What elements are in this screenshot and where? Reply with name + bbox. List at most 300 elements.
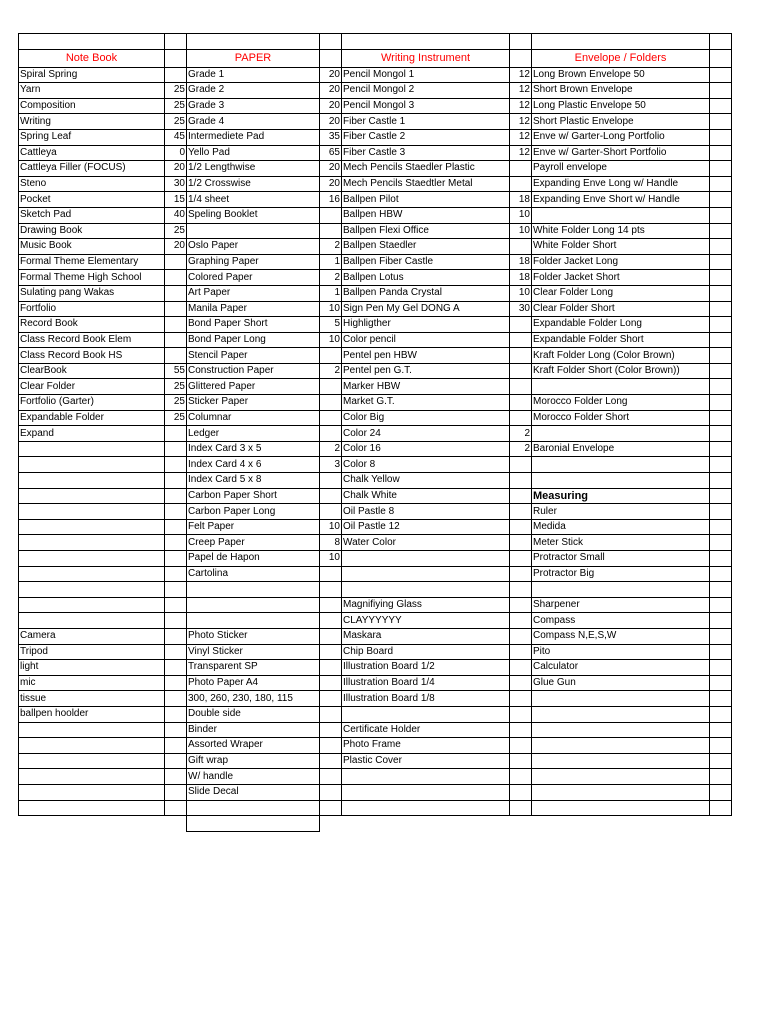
writing-qty-cell[interactable] — [510, 706, 532, 722]
writing-qty-cell[interactable] — [510, 332, 532, 348]
writing-qty-cell[interactable] — [510, 488, 532, 504]
notebook-item-cell[interactable] — [19, 535, 165, 551]
writing-item-cell[interactable]: Water Color — [342, 535, 510, 551]
writing-item-cell[interactable]: Mech Pencils Staedler Plastic — [342, 161, 510, 177]
paper-item-cell[interactable]: Grade 1 — [187, 67, 320, 83]
envelope-item-cell[interactable] — [532, 706, 710, 722]
notebook-item-cell[interactable]: mic — [19, 675, 165, 691]
notebook-qty-cell[interactable]: 0 — [165, 145, 187, 161]
notebook-item-cell[interactable]: Sulating pang Wakas — [19, 285, 165, 301]
envelope-qty-cell[interactable] — [710, 504, 732, 520]
paper-item-cell[interactable]: Index Card 4 x 6 — [187, 457, 320, 473]
envelope-qty-cell[interactable] — [710, 317, 732, 333]
envelope-item-cell[interactable]: Morocco Folder Short — [532, 410, 710, 426]
writing-qty-cell[interactable] — [510, 395, 532, 411]
paper-qty-cell[interactable]: 20 — [320, 83, 342, 99]
notebook-qty-cell[interactable] — [165, 660, 187, 676]
paper-item-cell[interactable]: Art Paper — [187, 285, 320, 301]
notebook-item-cell[interactable]: light — [19, 660, 165, 676]
writing-item-cell[interactable] — [342, 582, 510, 598]
envelope-qty-cell[interactable] — [710, 67, 732, 83]
writing-qty-cell[interactable] — [510, 613, 532, 629]
paper-qty-cell[interactable]: 10 — [320, 551, 342, 567]
envelope-item-cell[interactable]: Protractor Big — [532, 566, 710, 582]
writing-qty-cell[interactable]: 12 — [510, 83, 532, 99]
notebook-qty-cell[interactable] — [165, 628, 187, 644]
writing-qty-cell[interactable] — [510, 660, 532, 676]
notebook-qty-cell[interactable] — [165, 800, 187, 816]
notebook-qty-cell[interactable]: 15 — [165, 192, 187, 208]
writing-item-cell[interactable]: Color pencil — [342, 332, 510, 348]
notebook-item-cell[interactable]: Steno — [19, 176, 165, 192]
envelope-qty-cell[interactable] — [710, 488, 732, 504]
notebook-item-cell[interactable]: Pocket — [19, 192, 165, 208]
paper-qty-cell[interactable]: 2 — [320, 270, 342, 286]
paper-item-cell[interactable]: Glittered Paper — [187, 379, 320, 395]
envelope-item-cell[interactable]: Sharpener — [532, 597, 710, 613]
notebook-qty-cell[interactable] — [165, 504, 187, 520]
envelope-qty-cell[interactable] — [710, 145, 732, 161]
writing-item-cell[interactable]: Market G.T. — [342, 395, 510, 411]
envelope-qty-cell[interactable] — [710, 161, 732, 177]
paper-item-cell[interactable]: Gift wrap — [187, 753, 320, 769]
writing-qty-cell[interactable] — [510, 644, 532, 660]
envelope-item-cell[interactable]: Pito — [532, 644, 710, 660]
notebook-item-cell[interactable] — [19, 488, 165, 504]
notebook-qty-cell[interactable] — [165, 301, 187, 317]
paper-qty-cell[interactable] — [320, 800, 342, 816]
paper-qty-cell[interactable] — [320, 207, 342, 223]
paper-item-cell[interactable]: Index Card 5 x 8 — [187, 473, 320, 489]
envelope-qty-cell[interactable] — [710, 129, 732, 145]
envelope-qty-cell[interactable] — [710, 660, 732, 676]
envelope-qty-cell[interactable] — [710, 519, 732, 535]
paper-qty-cell[interactable] — [320, 504, 342, 520]
envelope-item-cell[interactable] — [532, 457, 710, 473]
cell[interactable] — [320, 34, 342, 50]
notebook-item-cell[interactable]: Spiral Spring — [19, 67, 165, 83]
writing-qty-cell[interactable] — [510, 176, 532, 192]
notebook-qty-cell[interactable] — [165, 722, 187, 738]
notebook-qty-cell[interactable] — [165, 753, 187, 769]
envelope-qty-cell[interactable] — [710, 83, 732, 99]
paper-item-cell[interactable]: Yello Pad — [187, 145, 320, 161]
envelope-qty-cell[interactable] — [710, 223, 732, 239]
writing-item-cell[interactable]: Maskara — [342, 628, 510, 644]
envelope-qty-cell[interactable] — [710, 207, 732, 223]
envelope-item-cell[interactable]: Expanding Enve Short w/ Handle — [532, 192, 710, 208]
notebook-item-cell[interactable]: Cattleya — [19, 145, 165, 161]
notebook-item-cell[interactable]: ballpen hoolder — [19, 706, 165, 722]
notebook-qty-cell[interactable]: 45 — [165, 129, 187, 145]
writing-qty-cell[interactable] — [510, 675, 532, 691]
envelope-qty-cell[interactable] — [710, 332, 732, 348]
paper-qty-cell[interactable]: 2 — [320, 239, 342, 255]
notebook-item-cell[interactable]: Drawing Book — [19, 223, 165, 239]
notebook-qty-cell[interactable] — [165, 67, 187, 83]
notebook-qty-cell[interactable] — [165, 784, 187, 800]
notebook-item-cell[interactable]: Class Record Book HS — [19, 348, 165, 364]
paper-qty-cell[interactable]: 1 — [320, 254, 342, 270]
cell[interactable] — [710, 49, 732, 67]
writing-qty-cell[interactable] — [510, 410, 532, 426]
writing-item-cell[interactable]: Fiber Castle 1 — [342, 114, 510, 130]
envelope-qty-cell[interactable] — [710, 566, 732, 582]
envelope-qty-cell[interactable] — [710, 706, 732, 722]
notebook-item-cell[interactable]: Cattleya Filler (FOCUS) — [19, 161, 165, 177]
writing-item-cell[interactable]: Pencil Mongol 1 — [342, 67, 510, 83]
envelope-item-cell[interactable]: Glue Gun — [532, 675, 710, 691]
notebook-qty-cell[interactable]: 30 — [165, 176, 187, 192]
paper-qty-cell[interactable]: 10 — [320, 519, 342, 535]
paper-qty-cell[interactable]: 1 — [320, 285, 342, 301]
notebook-item-cell[interactable]: Expandable Folder — [19, 410, 165, 426]
notebook-qty-cell[interactable]: 25 — [165, 395, 187, 411]
writing-item-cell[interactable] — [342, 769, 510, 785]
paper-qty-cell[interactable]: 8 — [320, 535, 342, 551]
envelope-qty-cell[interactable] — [710, 582, 732, 598]
paper-trailing-cell[interactable] — [187, 816, 320, 832]
notebook-item-cell[interactable]: Writing — [19, 114, 165, 130]
envelope-item-cell[interactable] — [532, 753, 710, 769]
writing-item-cell[interactable]: CLAYYYYYY — [342, 613, 510, 629]
notebook-qty-cell[interactable]: 25 — [165, 379, 187, 395]
notebook-qty-cell[interactable] — [165, 254, 187, 270]
writing-item-cell[interactable]: Mech Pencils Staedtler Metal — [342, 176, 510, 192]
paper-qty-cell[interactable] — [320, 706, 342, 722]
header-paper[interactable]: PAPER — [187, 49, 320, 67]
notebook-qty-cell[interactable]: 40 — [165, 207, 187, 223]
envelope-item-cell[interactable]: Calculator — [532, 660, 710, 676]
writing-qty-cell[interactable] — [510, 753, 532, 769]
paper-qty-cell[interactable]: 5 — [320, 317, 342, 333]
paper-qty-cell[interactable] — [320, 488, 342, 504]
envelope-item-cell[interactable]: Short Plastic Envelope — [532, 114, 710, 130]
paper-item-cell[interactable]: Index Card 3 x 5 — [187, 441, 320, 457]
envelope-item-cell[interactable]: Measuring — [532, 488, 710, 504]
cell[interactable] — [165, 34, 187, 50]
envelope-qty-cell[interactable] — [710, 270, 732, 286]
paper-qty-cell[interactable] — [320, 426, 342, 442]
notebook-item-cell[interactable] — [19, 597, 165, 613]
notebook-qty-cell[interactable] — [165, 582, 187, 598]
writing-item-cell[interactable]: Magnifiying Glass — [342, 597, 510, 613]
envelope-item-cell[interactable]: Payroll envelope — [532, 161, 710, 177]
paper-qty-cell[interactable]: 65 — [320, 145, 342, 161]
envelope-item-cell[interactable]: Clear Folder Long — [532, 285, 710, 301]
envelope-item-cell[interactable]: Enve w/ Garter-Short Portfolio — [532, 145, 710, 161]
envelope-item-cell[interactable]: Enve w/ Garter-Long Portfolio — [532, 129, 710, 145]
writing-item-cell[interactable] — [342, 800, 510, 816]
notebook-item-cell[interactable] — [19, 582, 165, 598]
notebook-item-cell[interactable] — [19, 769, 165, 785]
writing-qty-cell[interactable] — [510, 582, 532, 598]
header-envelope-folders[interactable]: Envelope / Folders — [532, 49, 710, 67]
writing-qty-cell[interactable]: 10 — [510, 223, 532, 239]
envelope-item-cell[interactable] — [532, 738, 710, 754]
notebook-qty-cell[interactable]: 55 — [165, 363, 187, 379]
envelope-qty-cell[interactable] — [710, 597, 732, 613]
paper-item-cell[interactable]: Grade 4 — [187, 114, 320, 130]
envelope-item-cell[interactable]: Medida — [532, 519, 710, 535]
envelope-qty-cell[interactable] — [710, 379, 732, 395]
paper-qty-cell[interactable] — [320, 379, 342, 395]
notebook-qty-cell[interactable] — [165, 270, 187, 286]
envelope-item-cell[interactable]: Long Plastic Envelope 50 — [532, 98, 710, 114]
paper-item-cell[interactable]: Assorted Wraper — [187, 738, 320, 754]
notebook-item-cell[interactable] — [19, 800, 165, 816]
notebook-item-cell[interactable] — [19, 738, 165, 754]
writing-item-cell[interactable] — [342, 551, 510, 567]
writing-item-cell[interactable]: Ballpen Staedler — [342, 239, 510, 255]
writing-qty-cell[interactable] — [510, 691, 532, 707]
envelope-item-cell[interactable] — [532, 722, 710, 738]
paper-qty-cell[interactable] — [320, 769, 342, 785]
notebook-item-cell[interactable] — [19, 613, 165, 629]
writing-qty-cell[interactable]: 18 — [510, 270, 532, 286]
envelope-qty-cell[interactable] — [710, 691, 732, 707]
header-notebook[interactable]: Note Book — [19, 49, 165, 67]
envelope-item-cell[interactable] — [532, 473, 710, 489]
writing-qty-cell[interactable] — [510, 379, 532, 395]
envelope-qty-cell[interactable] — [710, 426, 732, 442]
envelope-item-cell[interactable]: Long Brown Envelope 50 — [532, 67, 710, 83]
writing-item-cell[interactable] — [342, 706, 510, 722]
envelope-qty-cell[interactable] — [710, 239, 732, 255]
notebook-qty-cell[interactable]: 25 — [165, 83, 187, 99]
writing-qty-cell[interactable] — [510, 363, 532, 379]
notebook-qty-cell[interactable] — [165, 441, 187, 457]
envelope-qty-cell[interactable] — [710, 348, 732, 364]
paper-qty-cell[interactable]: 20 — [320, 114, 342, 130]
notebook-qty-cell[interactable] — [165, 566, 187, 582]
paper-qty-cell[interactable]: 10 — [320, 301, 342, 317]
writing-item-cell[interactable]: Illustration Board 1/4 — [342, 675, 510, 691]
paper-item-cell[interactable]: Oslo Paper — [187, 239, 320, 255]
notebook-item-cell[interactable]: Sketch Pad — [19, 207, 165, 223]
paper-item-cell[interactable]: Colored Paper — [187, 270, 320, 286]
paper-item-cell[interactable]: Speling Booklet — [187, 207, 320, 223]
paper-qty-cell[interactable] — [320, 395, 342, 411]
writing-item-cell[interactable]: Pencil Mongol 2 — [342, 83, 510, 99]
paper-item-cell[interactable]: 1/2 Lengthwise — [187, 161, 320, 177]
cell[interactable] — [510, 49, 532, 67]
notebook-qty-cell[interactable]: 25 — [165, 114, 187, 130]
paper-qty-cell[interactable] — [320, 738, 342, 754]
envelope-qty-cell[interactable] — [710, 254, 732, 270]
writing-qty-cell[interactable] — [510, 457, 532, 473]
writing-qty-cell[interactable] — [510, 738, 532, 754]
writing-qty-cell[interactable]: 12 — [510, 67, 532, 83]
notebook-item-cell[interactable] — [19, 784, 165, 800]
writing-item-cell[interactable]: Fiber Castle 3 — [342, 145, 510, 161]
cell[interactable] — [510, 34, 532, 50]
writing-item-cell[interactable]: Color 16 — [342, 441, 510, 457]
envelope-qty-cell[interactable] — [710, 613, 732, 629]
paper-item-cell[interactable]: Stencil Paper — [187, 348, 320, 364]
notebook-qty-cell[interactable]: 20 — [165, 161, 187, 177]
paper-item-cell[interactable]: Bond Paper Long — [187, 332, 320, 348]
notebook-item-cell[interactable]: Music Book — [19, 239, 165, 255]
paper-item-cell[interactable]: Double side — [187, 706, 320, 722]
envelope-qty-cell[interactable] — [710, 114, 732, 130]
notebook-qty-cell[interactable] — [165, 317, 187, 333]
notebook-item-cell[interactable] — [19, 722, 165, 738]
paper-qty-cell[interactable]: 16 — [320, 192, 342, 208]
writing-qty-cell[interactable]: 2 — [510, 426, 532, 442]
envelope-qty-cell[interactable] — [710, 675, 732, 691]
paper-qty-cell[interactable]: 20 — [320, 161, 342, 177]
notebook-qty-cell[interactable] — [165, 675, 187, 691]
envelope-qty-cell[interactable] — [710, 753, 732, 769]
notebook-item-cell[interactable]: Tripod — [19, 644, 165, 660]
notebook-item-cell[interactable]: Fortfolio (Garter) — [19, 395, 165, 411]
writing-item-cell[interactable]: Marker HBW — [342, 379, 510, 395]
writing-qty-cell[interactable]: 12 — [510, 145, 532, 161]
notebook-qty-cell[interactable] — [165, 519, 187, 535]
notebook-qty-cell[interactable]: 25 — [165, 410, 187, 426]
writing-item-cell[interactable]: Ballpen Fiber Castle — [342, 254, 510, 270]
envelope-qty-cell[interactable] — [710, 192, 732, 208]
writing-item-cell[interactable]: Color 24 — [342, 426, 510, 442]
envelope-qty-cell[interactable] — [710, 98, 732, 114]
envelope-item-cell[interactable]: Kraft Folder Short (Color Brown)) — [532, 363, 710, 379]
envelope-qty-cell[interactable] — [710, 301, 732, 317]
paper-item-cell[interactable]: Slide Decal — [187, 784, 320, 800]
paper-qty-cell[interactable]: 20 — [320, 98, 342, 114]
writing-item-cell[interactable]: Fiber Castle 2 — [342, 129, 510, 145]
envelope-item-cell[interactable] — [532, 379, 710, 395]
paper-item-cell[interactable]: Intermediete Pad — [187, 129, 320, 145]
envelope-qty-cell[interactable] — [710, 628, 732, 644]
notebook-item-cell[interactable]: tissue — [19, 691, 165, 707]
cell[interactable] — [165, 49, 187, 67]
envelope-qty-cell[interactable] — [710, 738, 732, 754]
paper-item-cell[interactable]: Papel de Hapon — [187, 551, 320, 567]
notebook-qty-cell[interactable] — [165, 644, 187, 660]
paper-item-cell[interactable] — [187, 582, 320, 598]
notebook-qty-cell[interactable]: 25 — [165, 223, 187, 239]
writing-qty-cell[interactable]: 2 — [510, 441, 532, 457]
notebook-qty-cell[interactable] — [165, 551, 187, 567]
writing-qty-cell[interactable] — [510, 597, 532, 613]
envelope-item-cell[interactable] — [532, 800, 710, 816]
envelope-qty-cell[interactable] — [710, 722, 732, 738]
envelope-item-cell[interactable]: Expanding Enve Long w/ Handle — [532, 176, 710, 192]
writing-item-cell[interactable] — [342, 566, 510, 582]
writing-item-cell[interactable]: Color 8 — [342, 457, 510, 473]
envelope-qty-cell[interactable] — [710, 535, 732, 551]
notebook-qty-cell[interactable] — [165, 488, 187, 504]
header-writing-instrument[interactable]: Writing Instrument — [342, 49, 510, 67]
notebook-item-cell[interactable] — [19, 551, 165, 567]
cell[interactable] — [19, 34, 165, 50]
paper-item-cell[interactable]: Grade 2 — [187, 83, 320, 99]
paper-qty-cell[interactable] — [320, 691, 342, 707]
envelope-qty-cell[interactable] — [710, 441, 732, 457]
envelope-qty-cell[interactable] — [710, 457, 732, 473]
writing-item-cell[interactable]: Illustration Board 1/2 — [342, 660, 510, 676]
writing-qty-cell[interactable] — [510, 800, 532, 816]
notebook-qty-cell[interactable] — [165, 457, 187, 473]
notebook-qty-cell[interactable] — [165, 426, 187, 442]
writing-qty-cell[interactable]: 12 — [510, 98, 532, 114]
writing-item-cell[interactable]: Chip Board — [342, 644, 510, 660]
writing-item-cell[interactable]: Chalk White — [342, 488, 510, 504]
writing-item-cell[interactable]: Ballpen Pilot — [342, 192, 510, 208]
paper-item-cell[interactable]: Columnar — [187, 410, 320, 426]
paper-qty-cell[interactable] — [320, 675, 342, 691]
writing-qty-cell[interactable]: 18 — [510, 192, 532, 208]
envelope-item-cell[interactable]: Compass — [532, 613, 710, 629]
writing-item-cell[interactable]: Sign Pen My Gel DONG A — [342, 301, 510, 317]
writing-item-cell[interactable]: Photo Frame — [342, 738, 510, 754]
notebook-qty-cell[interactable] — [165, 473, 187, 489]
notebook-item-cell[interactable] — [19, 753, 165, 769]
paper-qty-cell[interactable]: 2 — [320, 441, 342, 457]
paper-item-cell[interactable] — [187, 800, 320, 816]
notebook-item-cell[interactable] — [19, 473, 165, 489]
writing-item-cell[interactable]: Oil Pastle 8 — [342, 504, 510, 520]
notebook-item-cell[interactable]: Expand — [19, 426, 165, 442]
paper-qty-cell[interactable] — [320, 566, 342, 582]
writing-qty-cell[interactable] — [510, 784, 532, 800]
paper-item-cell[interactable]: 300, 260, 230, 180, 115 — [187, 691, 320, 707]
paper-item-cell[interactable]: 1/2 Crosswise — [187, 176, 320, 192]
envelope-qty-cell[interactable] — [710, 769, 732, 785]
paper-item-cell[interactable]: Graphing Paper — [187, 254, 320, 270]
envelope-item-cell[interactable]: Morocco Folder Long — [532, 395, 710, 411]
notebook-qty-cell[interactable] — [165, 348, 187, 364]
notebook-qty-cell[interactable] — [165, 597, 187, 613]
cell[interactable] — [187, 34, 320, 50]
envelope-item-cell[interactable]: Expandable Folder Short — [532, 332, 710, 348]
cell[interactable] — [342, 34, 510, 50]
writing-qty-cell[interactable] — [510, 628, 532, 644]
notebook-item-cell[interactable]: Spring Leaf — [19, 129, 165, 145]
envelope-item-cell[interactable]: Expandable Folder Long — [532, 317, 710, 333]
envelope-qty-cell[interactable] — [710, 363, 732, 379]
writing-qty-cell[interactable] — [510, 348, 532, 364]
paper-qty-cell[interactable] — [320, 223, 342, 239]
paper-qty-cell[interactable] — [320, 582, 342, 598]
envelope-item-cell[interactable] — [532, 769, 710, 785]
paper-item-cell[interactable]: W/ handle — [187, 769, 320, 785]
paper-qty-cell[interactable]: 20 — [320, 176, 342, 192]
paper-item-cell[interactable] — [187, 223, 320, 239]
notebook-item-cell[interactable] — [19, 504, 165, 520]
writing-item-cell[interactable]: Oil Pastle 12 — [342, 519, 510, 535]
envelope-qty-cell[interactable] — [710, 395, 732, 411]
envelope-item-cell[interactable]: Short Brown Envelope — [532, 83, 710, 99]
paper-qty-cell[interactable] — [320, 660, 342, 676]
writing-qty-cell[interactable] — [510, 551, 532, 567]
envelope-item-cell[interactable]: White Folder Short — [532, 239, 710, 255]
writing-qty-cell[interactable] — [510, 239, 532, 255]
notebook-item-cell[interactable]: ClearBook — [19, 363, 165, 379]
paper-item-cell[interactable]: Grade 3 — [187, 98, 320, 114]
paper-item-cell[interactable]: Construction Paper — [187, 363, 320, 379]
notebook-qty-cell[interactable] — [165, 691, 187, 707]
notebook-item-cell[interactable] — [19, 441, 165, 457]
cell[interactable] — [710, 34, 732, 50]
writing-qty-cell[interactable]: 12 — [510, 114, 532, 130]
writing-qty-cell[interactable] — [510, 722, 532, 738]
notebook-qty-cell[interactable] — [165, 706, 187, 722]
notebook-qty-cell[interactable] — [165, 613, 187, 629]
envelope-item-cell[interactable]: Clear Folder Short — [532, 301, 710, 317]
paper-item-cell[interactable]: Transparent SP — [187, 660, 320, 676]
